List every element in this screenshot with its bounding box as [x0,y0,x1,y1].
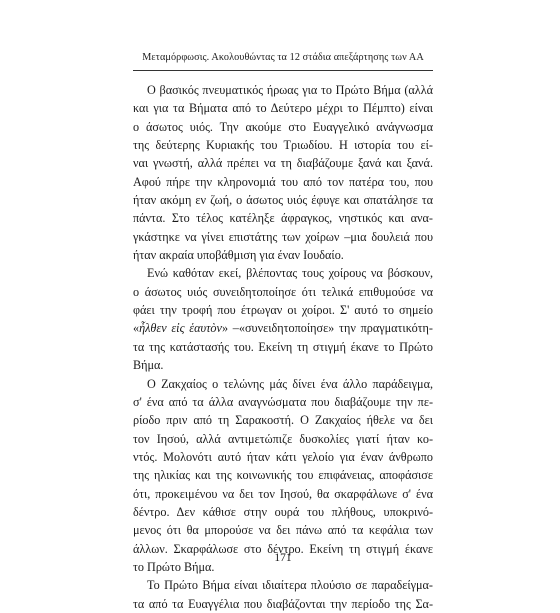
text-line: Αφού πήρε την κληρονομιά του από τον πατέρα του, που [133,174,433,189]
text-line: ήταν ακόμη εν ζωή, ο άσωτος υιός έφυγε και σπατάλησε τα [133,193,433,208]
text-line: τα της κατάστασής του. Εκείνη τη στιγμή έκανε το Πρώτο [133,339,433,354]
text-line: Ο βασικός πνευματικός ήρωας για το Πρώτο Βήμα (αλλά [147,83,433,97]
page-number: 171 [274,552,292,564]
text-line: τα από τα Ευαγγέλια που διαβάζονται την περίοδο της Σα- [133,596,433,611]
running-header: Μεταμόρφωσις. Ακολουθώντας τα 12 στάδια απεξάρτησης των ΑΑ [142,52,424,63]
header-rule [133,70,433,71]
text-line: ρίοδο πριν από τη Σαρακοστή. Ο Ζακχαίος ήθελε να δει [133,413,433,428]
text-line: πάντα. Στο τέλος κατέληξε άφραγκος, νηστικός και ανα- [133,211,433,226]
text-line: ο άσωτος υιός συνειδητοποίησε ότι τελικά επιθυμούσε να [133,284,433,299]
text-line: Βήμα. [133,358,164,373]
text-line: γκάστηκε να γίνει επιστάτης των χοίρων –μια δουλειά που [133,229,433,244]
text-line: φάει την τροφή που έτρωγαν οι χοίροι. Σ' αυτό το σημείο [133,303,433,318]
text-line: Ενώ καθόταν εκεί, βλέποντας τους χοίρους να βόσκουν, [147,266,433,281]
text-line: μενος ότι θα μπορούσε να δει πάνω από τα κεφάλια των [133,523,433,538]
text-line: και για τα Βήματα από το Δεύτερο μέχρι το Πέμπτο) είναι [133,101,433,116]
text-line: ότι, προκειμένου να δει τον Ιησού, θα σκαρφάλωνε σ' ένα [133,486,433,501]
text-line: σ' ένα από τα άλλα αναγνώσματα που διαβάζουμε την πε- [133,394,433,409]
text-line: τον Ιησού, αλλά αντιμετώπιζε δυσκολίες γιατί ήταν κο- [133,431,433,446]
text-line: Το Πρώτο Βήμα είναι ιδιαίτερα πλούσιο σε παραδείγμα- [147,578,433,593]
body-text [133,81,433,613]
text-line: «ἦλθεν εἰς ἑαυτὸν» –«συνειδητοποίησε» την πραγματικότη- [133,321,433,336]
text-line: δέντρο. Δεν κάθισε στην ουρά του πλήθους, υποκρινό- [133,504,433,519]
text-line: ο άσωτος υιός. Την ακούμε στο Ευαγγελικό ανάγνωσμα [133,119,433,134]
text-line: της δεύτερης Κυριακής του Τριωδίου. Η ιστορία του εί- [133,138,433,153]
text-line: άλλων. Σκαρφάλωσε στο δέντρο. Εκείνη τη στιγμή έκανε [133,541,433,556]
text-line: ντός. Μολονότι αυτό ήταν κάτι γελοίο για έναν άνθρωπο [133,449,433,464]
text-line: ναι γνωστή, αλλά πρέπει να τη διαβάζουμε ξανά και ξανά. [133,156,433,171]
text-line: το Πρώτο Βήμα. [133,559,215,574]
text-line: της ηλικίας και της κοινωνικής του επιφάνειας, αποφάσισε [133,468,433,483]
text-line: ήταν ακραία υποβάθμιση για έναν Ιουδαίο. [133,248,344,263]
text-line: Ο Ζακχαίος ο τελώνης μάς δίνει ένα άλλο παράδειγμα, [147,376,433,391]
